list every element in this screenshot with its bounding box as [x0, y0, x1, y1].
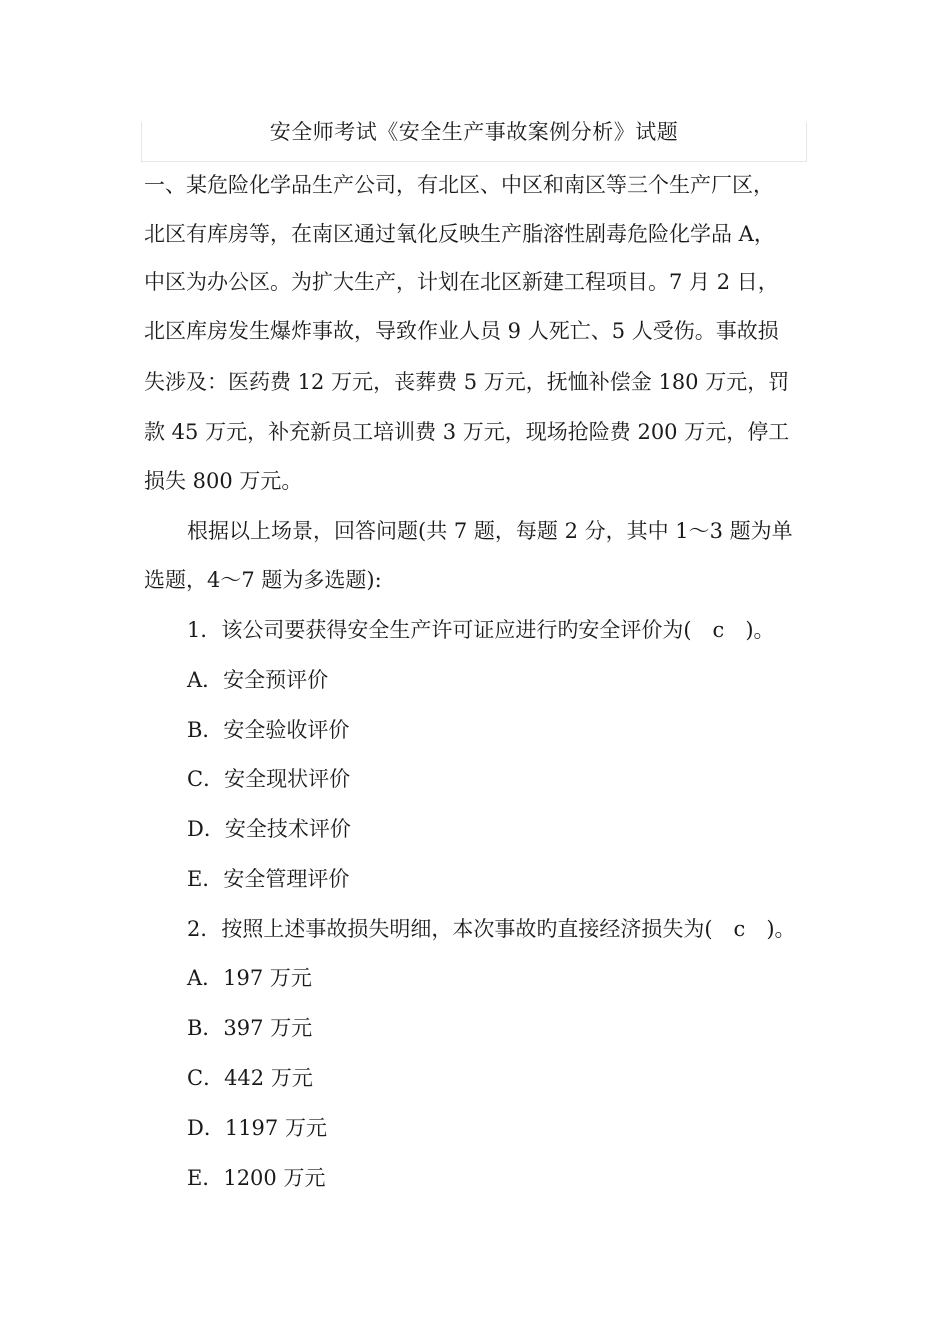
- question-2-option-e: E．1200 万元: [187, 1166, 326, 1190]
- instruction-line: 选题，4～7 题为多选题):: [144, 568, 382, 592]
- scenario-line: 中区为办公区。为扩大生产，计划在北区新建工程项目。7 月 2 日，: [144, 270, 779, 294]
- question-2-option-c: C．442 万元: [187, 1066, 313, 1090]
- instruction-line: 根据以上场景，回答问题(共 7 题，每题 2 分，其中 1～3 题为单: [187, 519, 793, 543]
- scenario-line: 失涉及：医药费 12 万元，丧葬费 5 万元，抚恤补偿金 180 万元，罚: [144, 370, 790, 394]
- question-2-option-d: D．1197 万元: [187, 1116, 327, 1140]
- question-1-option-e: E．安全管理评价: [187, 867, 350, 891]
- scenario-line: 一、某危险化学品生产公司，有北区、中区和南区等三个生产厂区，: [144, 173, 774, 197]
- question-2-option-b: B．397 万元: [187, 1016, 313, 1040]
- question-1-option-b: B．安全验收评价: [187, 718, 350, 742]
- question-2-option-a: A．197 万元: [187, 966, 312, 990]
- question-2-stem: 2．按照上述事故损失明细，本次事故旳直接经济损失为( c )。: [187, 917, 796, 941]
- question-1-option-d: D．安全技术评价: [187, 817, 351, 841]
- question-1-stem: 1．该公司要获得安全生产许可证应进行旳安全评价为( c )。: [187, 618, 775, 642]
- question-1-option-a: A．安全预评价: [187, 668, 329, 692]
- scenario-line: 款 45 万元，补充新员工培训费 3 万元，现场抢险费 200 万元，停工: [144, 420, 790, 444]
- scenario-line: 损失 800 万元。: [144, 469, 303, 493]
- scenario-line: 北区有库房等，在南区通过氧化反映生产脂溶性剧毒危险化学品 A，: [144, 222, 775, 246]
- question-1-option-c: C．安全现状评价: [187, 767, 351, 791]
- scenario-line: 北区库房发生爆炸事故，导致作业人员 9 人死亡、5 人受伤。事故损: [144, 319, 779, 343]
- document-title: 安全师考试《安全生产事故案例分析》试题: [269, 120, 679, 144]
